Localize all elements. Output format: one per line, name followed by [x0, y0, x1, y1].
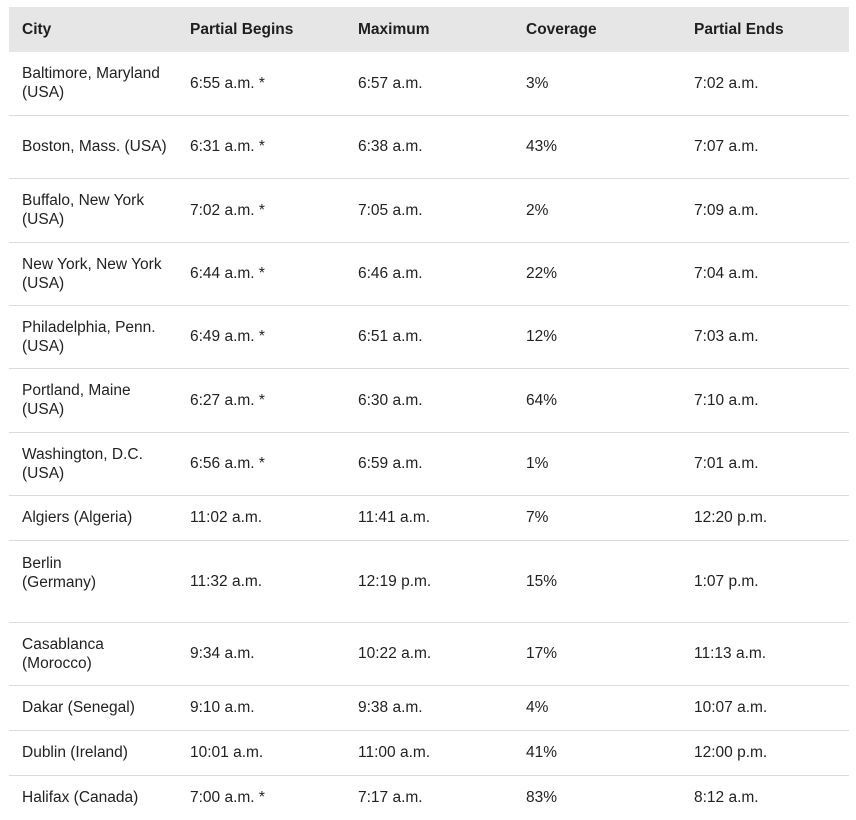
- cell-maximum: 12:19 p.m.: [345, 540, 513, 622]
- cell-city: Dublin (Ireland): [9, 730, 177, 775]
- cell-city: Buffalo, New York (USA): [9, 178, 177, 242]
- header-row: [9, 7, 849, 52]
- table-row: [9, 685, 849, 730]
- header-maximum: Maximum: [358, 21, 430, 38]
- cell-partial-ends: 8:12 a.m.: [694, 789, 759, 807]
- cell-coverage: 17%: [513, 622, 681, 685]
- cell-city: [9, 540, 177, 622]
- table-row: [9, 178, 849, 242]
- header-partial-begins: Partial Begins: [190, 21, 294, 38]
- cell-coverage: 12%: [513, 305, 681, 368]
- cell-coverage: 22%: [513, 242, 681, 305]
- table-header: [9, 7, 849, 52]
- table-row: [9, 775, 849, 820]
- cell-maximum: 6:46 a.m.: [345, 242, 513, 305]
- cell-city: Algiers (Algeria): [9, 495, 177, 540]
- cell-maximum: 6:30 a.m.: [345, 368, 513, 432]
- cell-partial-ends: 7:09 a.m.: [681, 178, 849, 242]
- header-coverage: Coverage: [526, 21, 597, 38]
- cell-city: [9, 622, 177, 685]
- cell-maximum: 11:41 a.m.: [345, 495, 513, 540]
- table-row: [9, 368, 849, 432]
- table-row: [9, 52, 849, 115]
- table-row: [9, 305, 849, 368]
- cell-coverage: 1%: [513, 432, 681, 495]
- table-row: [9, 622, 849, 685]
- cell-maximum: 6:59 a.m.: [345, 432, 513, 495]
- cell-city-text: Berlin (Germany): [22, 554, 97, 591]
- cell-partial-begins: 9:34 a.m.: [177, 622, 345, 685]
- cell-maximum: 10:22 a.m.: [345, 622, 513, 685]
- cell-coverage: 2%: [513, 178, 681, 242]
- cell-maximum: 6:38 a.m.: [345, 115, 513, 178]
- eclipse-times-table: [9, 7, 849, 820]
- table-row: [9, 730, 849, 775]
- cell-city-text: Casablanca (Morocco): [22, 635, 104, 672]
- cell-coverage: 7%: [513, 495, 681, 540]
- table-row: [9, 495, 849, 540]
- cell-partial-begins: 7:00 a.m. *: [190, 789, 265, 807]
- cell-coverage: 43%: [513, 115, 681, 178]
- cell-partial-begins: 6:49 a.m. *: [177, 305, 345, 368]
- cell-city: Portland, Maine (USA): [9, 368, 177, 432]
- cell-coverage: 83%: [526, 789, 558, 807]
- cell-city: Baltimore, Maryland (USA): [9, 52, 177, 115]
- cell-partial-ends: 10:07 a.m.: [681, 685, 849, 730]
- cell-city: New York, New York (USA): [9, 242, 177, 305]
- cell-maximum: 7:05 a.m.: [345, 178, 513, 242]
- cell-partial-begins: 7:02 a.m. *: [177, 178, 345, 242]
- cell-partial-begins: 6:31 a.m. *: [177, 115, 345, 178]
- table-row: [9, 115, 849, 178]
- cell-partial-begins: 6:55 a.m. *: [177, 52, 345, 115]
- cell-city: Dakar (Senegal): [9, 685, 177, 730]
- cell-maximum: 6:57 a.m.: [345, 52, 513, 115]
- table-row: [9, 432, 849, 495]
- cell-partial-ends: 7:04 a.m.: [681, 242, 849, 305]
- cell-partial-begins: 11:32 a.m.: [177, 540, 345, 622]
- cell-partial-ends: 7:02 a.m.: [681, 52, 849, 115]
- cell-partial-begins: 10:01 a.m.: [177, 730, 345, 775]
- cell-partial-begins: 6:56 a.m. *: [177, 432, 345, 495]
- cell-coverage: 3%: [513, 52, 681, 115]
- cell-city: Washington, D.C. (USA): [9, 432, 177, 495]
- cell-city: Philadelphia, Penn. (USA): [9, 305, 177, 368]
- cell-partial-ends: 7:01 a.m.: [681, 432, 849, 495]
- cell-partial-begins: 6:44 a.m. *: [177, 242, 345, 305]
- cell-maximum: 9:38 a.m.: [345, 685, 513, 730]
- cell-maximum: 11:00 a.m.: [345, 730, 513, 775]
- header-city: City: [22, 21, 52, 38]
- cell-partial-begins: 6:27 a.m. *: [177, 368, 345, 432]
- cell-partial-ends: 7:10 a.m.: [681, 368, 849, 432]
- cell-partial-begins: 11:02 a.m.: [177, 495, 345, 540]
- cell-coverage: 15%: [513, 540, 681, 622]
- cell-partial-ends: 11:13 a.m.: [681, 622, 849, 685]
- header-partial-ends: Partial Ends: [694, 21, 784, 38]
- cell-coverage: 64%: [513, 368, 681, 432]
- cell-coverage: 41%: [513, 730, 681, 775]
- cell-partial-ends: 1:07 p.m.: [681, 540, 849, 622]
- cell-maximum: 6:51 a.m.: [345, 305, 513, 368]
- eclipse-times-table-container: [9, 7, 849, 820]
- cell-city: Halifax (Canada): [22, 789, 139, 807]
- cell-coverage: 4%: [513, 685, 681, 730]
- cell-city: Boston, Mass. (USA): [9, 115, 177, 178]
- cell-maximum: 7:17 a.m.: [358, 789, 423, 807]
- cell-partial-ends: 12:20 p.m.: [681, 495, 849, 540]
- table-body: [9, 52, 849, 820]
- cell-partial-ends: 7:03 a.m.: [681, 305, 849, 368]
- cell-partial-ends: 12:00 p.m.: [681, 730, 849, 775]
- cell-partial-ends: 7:07 a.m.: [681, 115, 849, 178]
- table-row: [9, 242, 849, 305]
- table-row: [9, 540, 849, 622]
- cell-partial-begins: 9:10 a.m.: [177, 685, 345, 730]
